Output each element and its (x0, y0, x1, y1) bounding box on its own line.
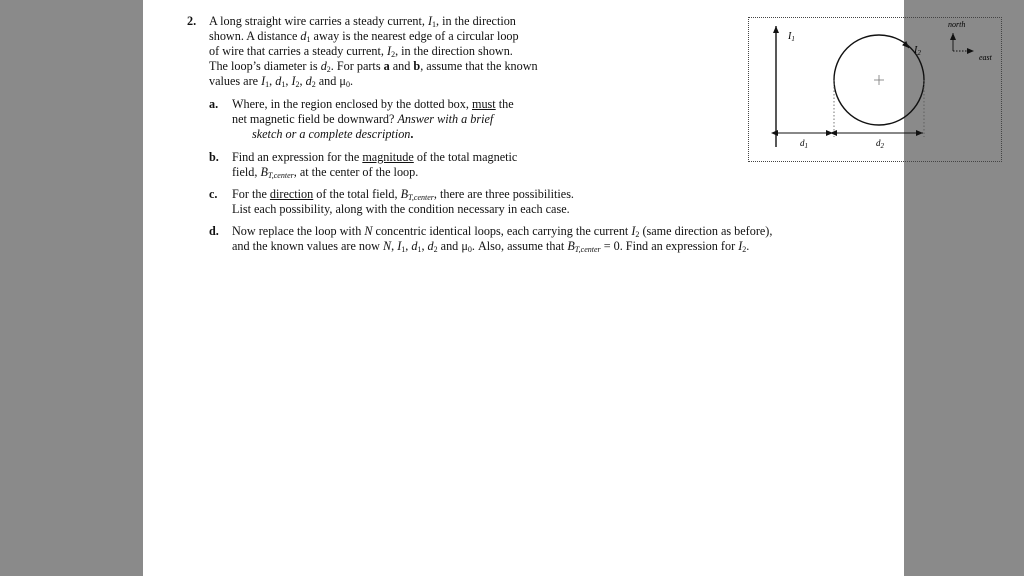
part-d-label: d. (209, 224, 219, 238)
part-b-label: b. (209, 150, 219, 164)
part-c-line-1: For the direction of the total field, $B_{T,center}$, there are three possibilities. (232, 187, 574, 202)
part-c-line-2: List each possibility, along with the condition necessary in each case. (232, 202, 570, 216)
d2-label: $d_2$ (876, 138, 884, 150)
intro-line-4: The loop’s diameter is $d_2$. For parts a and b, assume that the known (209, 59, 538, 74)
intro-line-1: A long straight wire carries a steady current, $I_1$, in the direction (209, 14, 516, 29)
compass-east-label: east (979, 53, 992, 62)
intro-line-3: of wire that carries a steady current, $I_2$, in the direction shown. (209, 44, 513, 59)
part-a-line-2: net magnetic field be downward? Answer with a brief (232, 112, 494, 126)
part-a-label: a. (209, 97, 219, 111)
wire-current-label: $I_1$ (788, 31, 795, 43)
part-d-line-1: Now replace the loop with N concentric identical loops, each carrying the current $I_2$ (same direction as before), (232, 224, 773, 239)
document-page (143, 0, 992, 576)
part-b-line-1: Find an expression for the magnitude of the total magnetic (232, 150, 518, 164)
intro-line-2: shown. A distance $d_1$ away is the nearest edge of a circular loop (209, 29, 519, 44)
problem-number: 2. (187, 14, 197, 28)
part-c-label: c. (209, 187, 218, 201)
part-b-line-2: field, $B_{T,center}$, at the center of the loop. (232, 165, 419, 180)
part-d-line-2: and the known values are now N, $I_1$, $d_1$, $d_2$ and $\mu_0$. Also, assume that $B_{T,center} = 0$. Find an expression for $I_2$. (232, 239, 750, 254)
intro-line-5: values are $I_1$, $d_1$, $I_2$, $d_2$ and $\mu_0$. (209, 74, 353, 89)
loop-current-label: $I_2$ (914, 45, 921, 57)
part-a-line-1: Where, in the region enclosed by the dotted box, must the (232, 97, 514, 111)
diagram (748, 17, 1002, 162)
part-a-line-3: sketch or a complete description. (252, 127, 414, 141)
d1-label: $d_1$ (800, 138, 808, 150)
compass-north-label: north (948, 20, 966, 29)
